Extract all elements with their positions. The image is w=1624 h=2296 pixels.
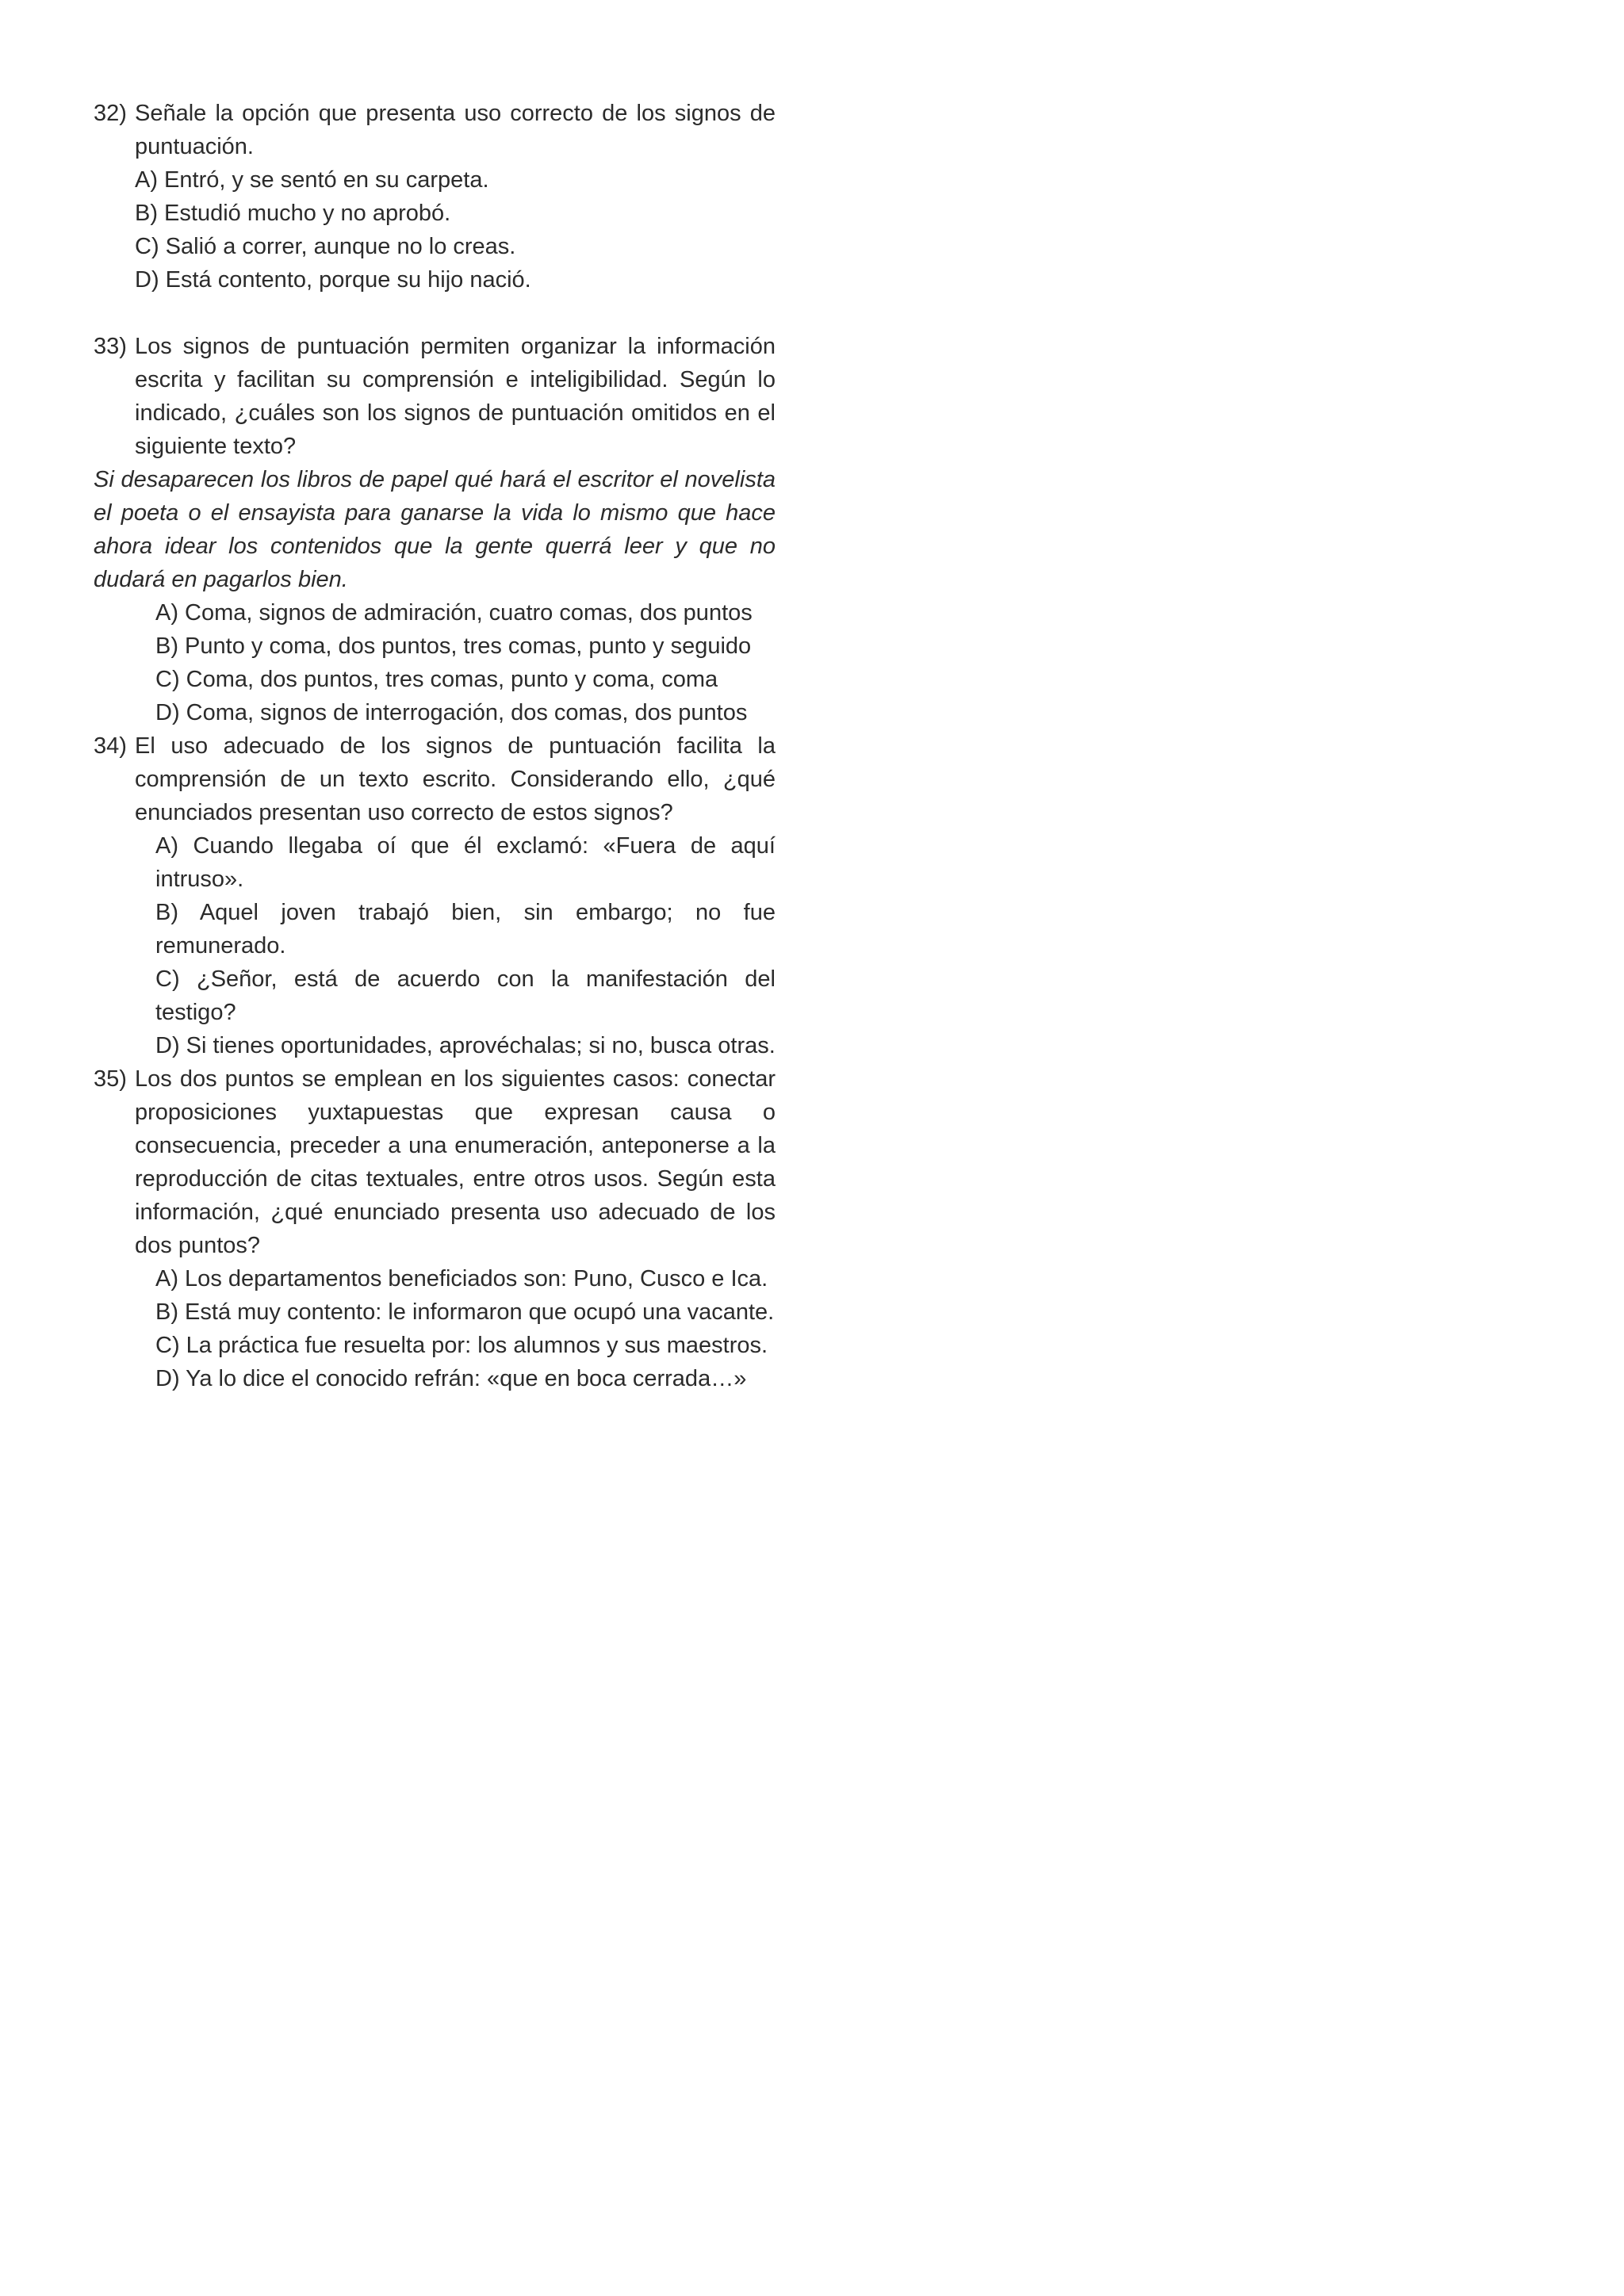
option-c: C) ¿Señor, está de acuerdo con la manifestación del testigo? xyxy=(155,966,776,1025)
option-a: A) Coma, signos de admiración, cuatro comas, dos puntos xyxy=(155,600,753,626)
question-stem xyxy=(94,1062,776,1262)
options-list xyxy=(94,829,776,1062)
question-text: Los signos de puntuación permiten organizar la información escrita y facilitan su comprensión e inteligibilidad. Según lo indicado, ¿cuáles son los signos de puntuación omitidos en el siguiente texto? xyxy=(135,334,776,459)
option-c: C) La práctica fue resuelta por: los alumnos y sus maestros. xyxy=(155,1333,768,1358)
option-a: A) Cuando llegaba oí que él exclamó: «Fuera de aquí intruso». xyxy=(155,833,776,892)
option-d: D) Si tienes oportunidades, aprovéchalas; si no, busca otras. xyxy=(155,1033,776,1058)
option-c: C) Coma, dos puntos, tres comas, punto y coma, coma xyxy=(155,667,718,692)
option-c: C) Salió a correr, aunque no lo creas. xyxy=(135,234,516,259)
option-d: D) Ya lo dice el conocido refrán: «que en boca cerrada…» xyxy=(155,1366,747,1391)
option-b: B) Está muy contento: le informaron que ocupó una vacante. xyxy=(155,1299,775,1325)
options-list xyxy=(94,596,776,729)
spacer xyxy=(94,297,776,330)
option-d: D) Está contento, porque su hijo nació. xyxy=(135,267,531,293)
question-35 xyxy=(94,1062,776,1395)
question-stem xyxy=(94,330,776,463)
question-32 xyxy=(94,97,776,297)
question-text: Los dos puntos se emplean en los siguientes casos: conectar proposiciones yuxtapuestas que expresan causa o consecuencia, preceder a una enumeración, anteponerse a la reproducción de citas textuales, entre otros usos. Según esta información, ¿qué enunciado presenta uso adecuado de los dos puntos? xyxy=(135,1066,776,1258)
option-b: B) Punto y coma, dos puntos, tres comas, punto y seguido xyxy=(155,633,752,659)
question-number: 35) xyxy=(94,1066,127,1092)
question-number: 34) xyxy=(94,733,127,759)
question-34 xyxy=(94,729,776,1062)
option-b: B) Estudió mucho y no aprobó. xyxy=(135,201,451,226)
quoted-passage: Si desaparecen los libros de papel qué hará el escritor el novelista el poeta o el ensayista para ganarse la vida lo mismo que hace ahora idear los contenidos que la gente querrá leer y que no dudará en pagarlos bien. xyxy=(94,467,776,592)
question-text: El uso adecuado de los signos de puntuación facilita la comprensión de un texto escrito. Considerando ello, ¿qué enunciados presentan uso correcto de estos signos? xyxy=(135,733,776,825)
question-33 xyxy=(94,330,776,729)
question-number: 32) xyxy=(94,101,127,126)
question-number: 33) xyxy=(94,334,127,359)
exam-column xyxy=(94,97,776,1395)
question-stem xyxy=(94,729,776,829)
question-stem xyxy=(94,97,776,163)
option-a: A) Los departamentos beneficiados son: Puno, Cusco e Ica. xyxy=(155,1266,768,1292)
option-a: A) Entró, y se sentó en su carpeta. xyxy=(135,167,489,193)
option-d: D) Coma, signos de interrogación, dos comas, dos puntos xyxy=(155,700,748,725)
options-list xyxy=(94,163,776,297)
option-b: B) Aquel joven trabajó bien, sin embargo; no fue remunerado. xyxy=(155,900,776,959)
question-text: Señale la opción que presenta uso correcto de los signos de puntuación. xyxy=(135,101,776,159)
options-list xyxy=(94,1262,776,1395)
